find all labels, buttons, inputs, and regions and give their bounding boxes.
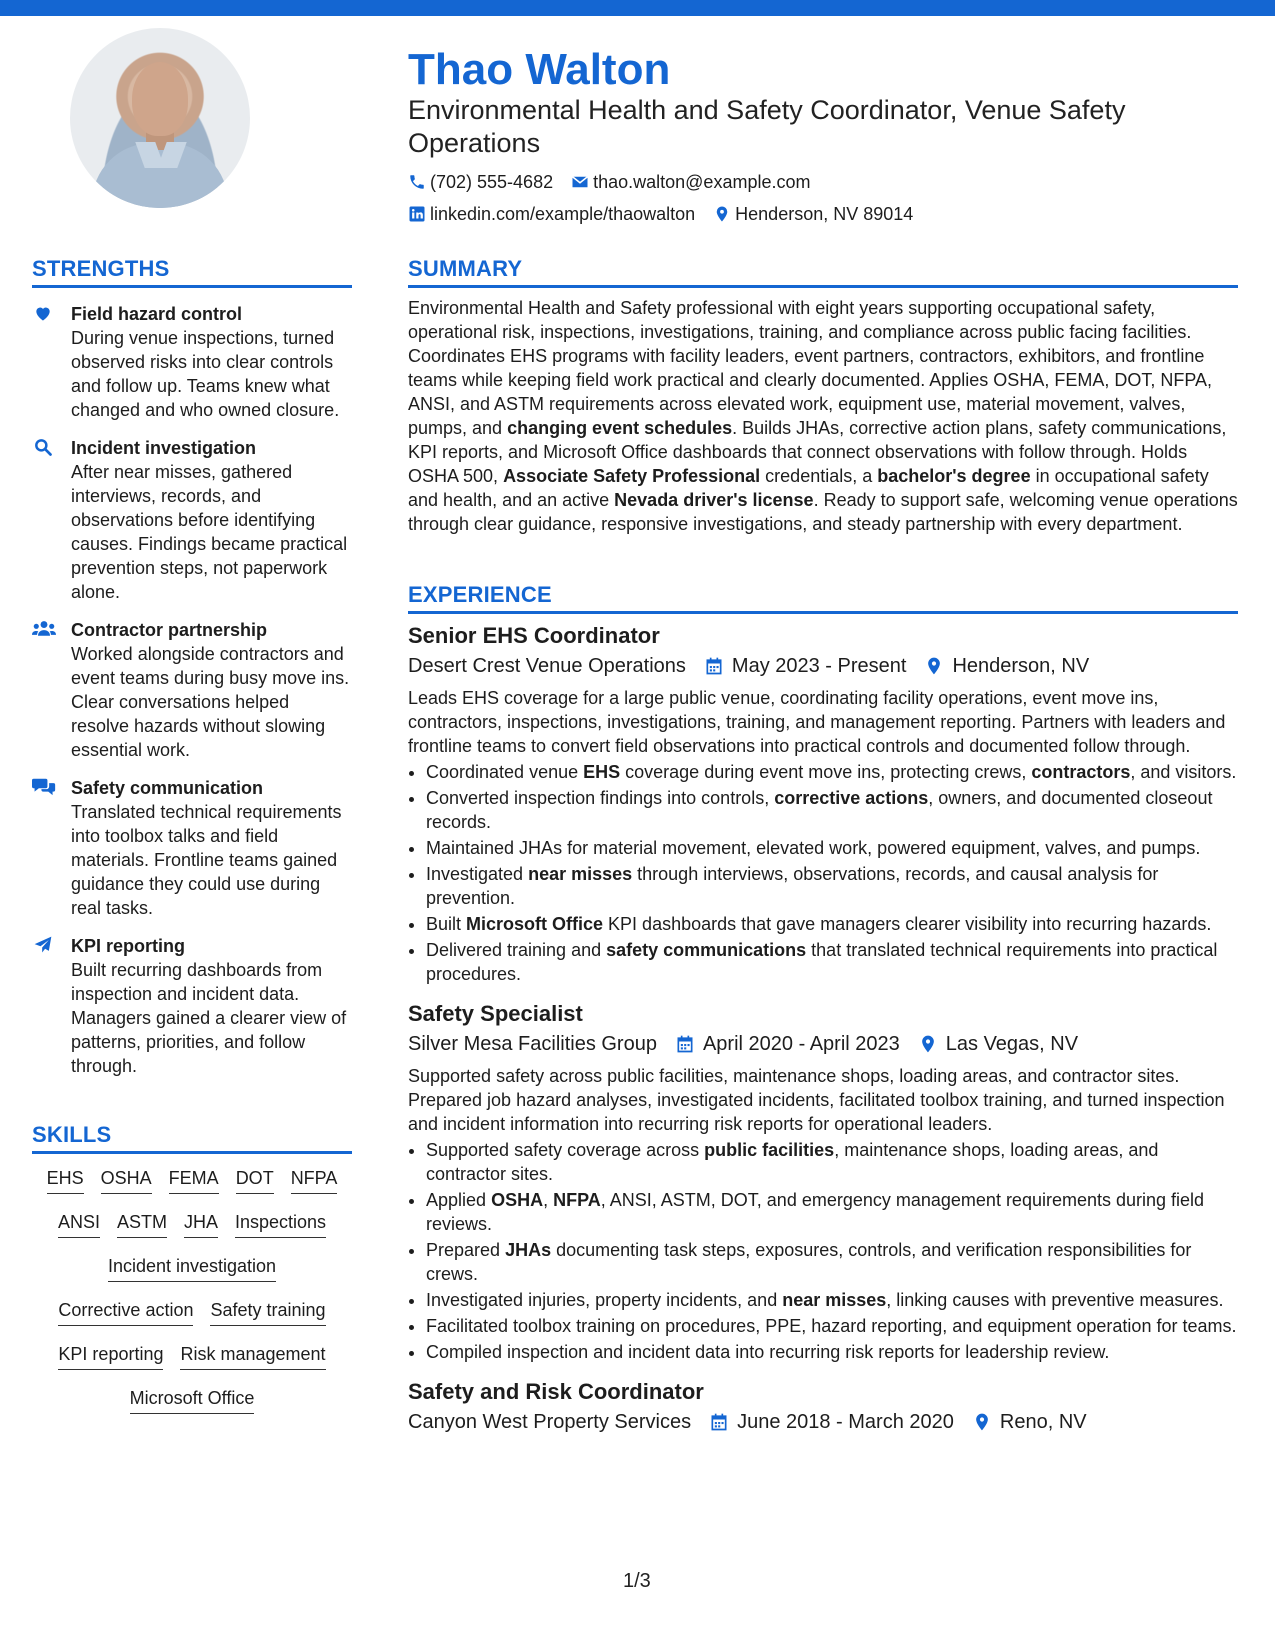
company-name: Desert Crest Venue Operations (408, 655, 686, 677)
map-pin-icon (713, 205, 731, 223)
skill-row (32, 1386, 352, 1414)
skill-row (32, 1298, 352, 1326)
strength-item (32, 776, 352, 920)
job-meta (408, 1408, 1238, 1436)
job-bullet: • Coordinated venue EHS coverage during event move ins, protecting crews, contractors, and visitors. (426, 760, 1238, 784)
job-bullet: • Compiled inspection and incident data into recurring risk reports for leadership review. (426, 1340, 1238, 1364)
job-entry (408, 622, 1238, 986)
job-bullets (408, 1138, 1238, 1364)
email-address: thao.walton@example.com (593, 172, 811, 192)
skill-chip: ASTM (117, 1210, 167, 1238)
job-bullet: • Investigated injuries, property incidents, and near misses, linking causes with preventive measures. (426, 1288, 1238, 1312)
page-indicator: 1/3 (623, 1570, 651, 1592)
candidate-title: Environmental Health and Safety Coordinator, Venue Safety Operations (408, 95, 1126, 158)
skill-row (32, 1342, 352, 1370)
skill-chip: FEMA (169, 1166, 219, 1194)
job-dates: June 2018 - March 2020 (737, 1411, 954, 1433)
summary-heading: SUMMARY (408, 256, 1238, 288)
job-bullet: • Facilitated toolbox training on procedures, PPE, hazard reporting, and equipment operation for teams. (426, 1314, 1238, 1338)
calendar-icon (709, 1412, 729, 1432)
job-meta (408, 1030, 1238, 1058)
phone-contact[interactable] (408, 170, 553, 194)
profile-photo (70, 28, 250, 208)
summary-section (408, 256, 1238, 536)
candidate-name: Thao Walton (408, 45, 671, 94)
job-bullets (408, 760, 1238, 986)
skill-chip: Microsoft Office (130, 1386, 255, 1414)
phone-icon (408, 173, 426, 191)
email-contact[interactable] (571, 170, 810, 194)
heart-icon (32, 303, 56, 325)
strength-item (32, 618, 352, 762)
search-icon (32, 437, 56, 459)
job-location: Henderson, NV (952, 655, 1090, 677)
skill-chip: Safety training (210, 1298, 325, 1326)
skill-row (32, 1210, 352, 1238)
strength-item (32, 302, 352, 422)
skill-chip: Risk management (180, 1342, 325, 1370)
strength-title: Contractor partnership (71, 620, 268, 640)
skill-chip: Corrective action (58, 1298, 193, 1326)
summary-text: Environmental Health and Safety professional with eight years supporting occupational safety, operational risk, inspections, investigations, training, and compliance across public facing facilities. Coordinates EHS programs with facility leaders, event partners, contractors, exhibitors, and frontline teams while keeping field work practical and clearly documented. Applies OSHA, FEMA, DOT, NFPA, ANSI, and ASTM requirements across elevated work, equipment use, material movement, valves, pumps, and changing event schedules. Builds JHAs, corrective action plans, safety communications, KPI reports, and Microsoft Office dashboards that connect observations with follow through. Holds OSHA 500, Associate Safety Professional credentials, a bachelor's degree in occupational safety and health, and an active Nevada driver's license. Ready to support safe, welcoming venue operations through clear guidance, responsive investigations, and steady partnership with every department. (408, 298, 1238, 534)
phone-number: (702) 555-4682 (430, 172, 554, 192)
calendar-icon (675, 1034, 695, 1054)
job-description: Supported safety across public facilities, maintenance shops, loading areas, and contractor sites. Prepared job hazard analyses, investigated incidents, facilitated toolbox training, and turned inspection and incident information into recurring risk reports for operational leaders. (408, 1066, 1225, 1134)
strength-description: After near misses, gathered interviews, records, and observations before identifying causes. Findings became practical prevention steps, not paperwork alone. (71, 462, 348, 602)
skill-chip: JHA (184, 1210, 218, 1238)
linkedin-contact[interactable] (408, 202, 695, 226)
skill-row (32, 1166, 352, 1194)
strength-description: During venue inspections, turned observed risks into clear controls and follow up. Teams knew what changed and who owned closure. (71, 328, 340, 420)
skill-chip: DOT (236, 1166, 274, 1194)
job-bullet: • Converted inspection findings into controls, corrective actions, owners, and documented closeout records. (426, 786, 1238, 834)
map-pin-icon (924, 656, 944, 676)
envelope-icon (571, 173, 589, 191)
strength-item (32, 436, 352, 604)
skill-chip: OSHA (101, 1166, 152, 1194)
job-entry (408, 1000, 1238, 1364)
job-location: Las Vegas, NV (945, 1033, 1079, 1055)
strength-description: Translated technical requirements into toolbox talks and field materials. Frontline teams gained guidance they could use during real tasks. (71, 802, 342, 918)
job-bullet: • Built Microsoft Office KPI dashboards that gave managers clearer visibility into recurring hazards. (426, 912, 1238, 936)
job-bullet: • Maintained JHAs for material movement, elevated work, powered equipment, valves, and pumps. (426, 836, 1238, 860)
linkedin-icon (408, 205, 426, 223)
job-bullet: • Prepared JHAs documenting task steps, exposures, controls, and verification responsibilities for crews. (426, 1238, 1238, 1286)
skills-section (32, 1122, 352, 1414)
job-bullet: • Supported safety coverage across public facilities, maintenance shops, loading areas, and contractor sites. (426, 1138, 1238, 1186)
location-text: Henderson, NV 89014 (735, 204, 914, 224)
job-meta (408, 652, 1238, 680)
strength-item (32, 934, 352, 1078)
linkedin-url: linkedin.com/example/thaowalton (430, 204, 696, 224)
calendar-icon (704, 656, 724, 676)
strength-description: Worked alongside contractors and event teams during busy move ins. Clear conversations helped resolve hazards without slowing essential work. (71, 644, 350, 760)
map-pin-icon (972, 1412, 992, 1432)
comments-icon (32, 777, 56, 799)
strengths-heading: STRENGTHS (32, 256, 352, 288)
job-bullet: • Investigated near misses through interviews, observations, records, and causal analysis for prevention. (426, 862, 1238, 910)
strengths-section (32, 256, 352, 1078)
users-icon (32, 619, 56, 641)
top-accent-bar (0, 0, 1275, 16)
job-location: Reno, NV (999, 1411, 1087, 1433)
strength-title: Incident investigation (71, 438, 257, 458)
skill-chip: ANSI (58, 1210, 100, 1238)
company-name: Canyon West Property Services (408, 1411, 692, 1433)
skills-heading: SKILLS (32, 1122, 352, 1154)
job-entry (408, 1378, 1238, 1436)
location-contact (713, 202, 913, 226)
map-pin-icon (918, 1034, 938, 1054)
skill-chip: KPI reporting (58, 1342, 163, 1370)
skill-chip: EHS (47, 1166, 84, 1194)
strength-description: Built recurring dashboards from inspection and incident data. Managers gained a clearer view of patterns, priorities, and follow through. (71, 960, 347, 1076)
experience-heading: EXPERIENCE (408, 582, 1238, 614)
strength-title: Safety communication (71, 778, 264, 798)
skill-row (32, 1254, 352, 1282)
job-title: Senior EHS Coordinator (408, 623, 660, 648)
strength-title: Field hazard control (71, 304, 243, 324)
job-description: Leads EHS coverage for a large public venue, coordinating facility operations, event move ins, contractors, inspections, investigations, training, and management reporting. Partners with leaders and frontline teams to convert field observations into practical controls and documented follow through. (408, 688, 1226, 756)
company-name: Silver Mesa Facilities Group (408, 1033, 657, 1055)
job-dates: May 2023 - Present (731, 655, 907, 677)
paper-plane-icon (32, 935, 56, 957)
skill-chip: Incident investigation (108, 1254, 276, 1282)
experience-section (408, 582, 1238, 1436)
job-title: Safety Specialist (408, 1001, 583, 1026)
job-bullet: • Applied OSHA, NFPA, ANSI, ASTM, DOT, and emergency management requirements during field reviews. (426, 1188, 1238, 1236)
job-bullet: • Delivered training and safety communications that translated technical requirements into practical procedures. (426, 938, 1238, 986)
contact-info (408, 170, 913, 234)
skill-chip: Inspections (235, 1210, 326, 1238)
strength-title: KPI reporting (71, 936, 186, 956)
job-dates: April 2020 - April 2023 (702, 1033, 900, 1055)
skill-chip: NFPA (291, 1166, 338, 1194)
job-title: Safety and Risk Coordinator (408, 1379, 704, 1404)
